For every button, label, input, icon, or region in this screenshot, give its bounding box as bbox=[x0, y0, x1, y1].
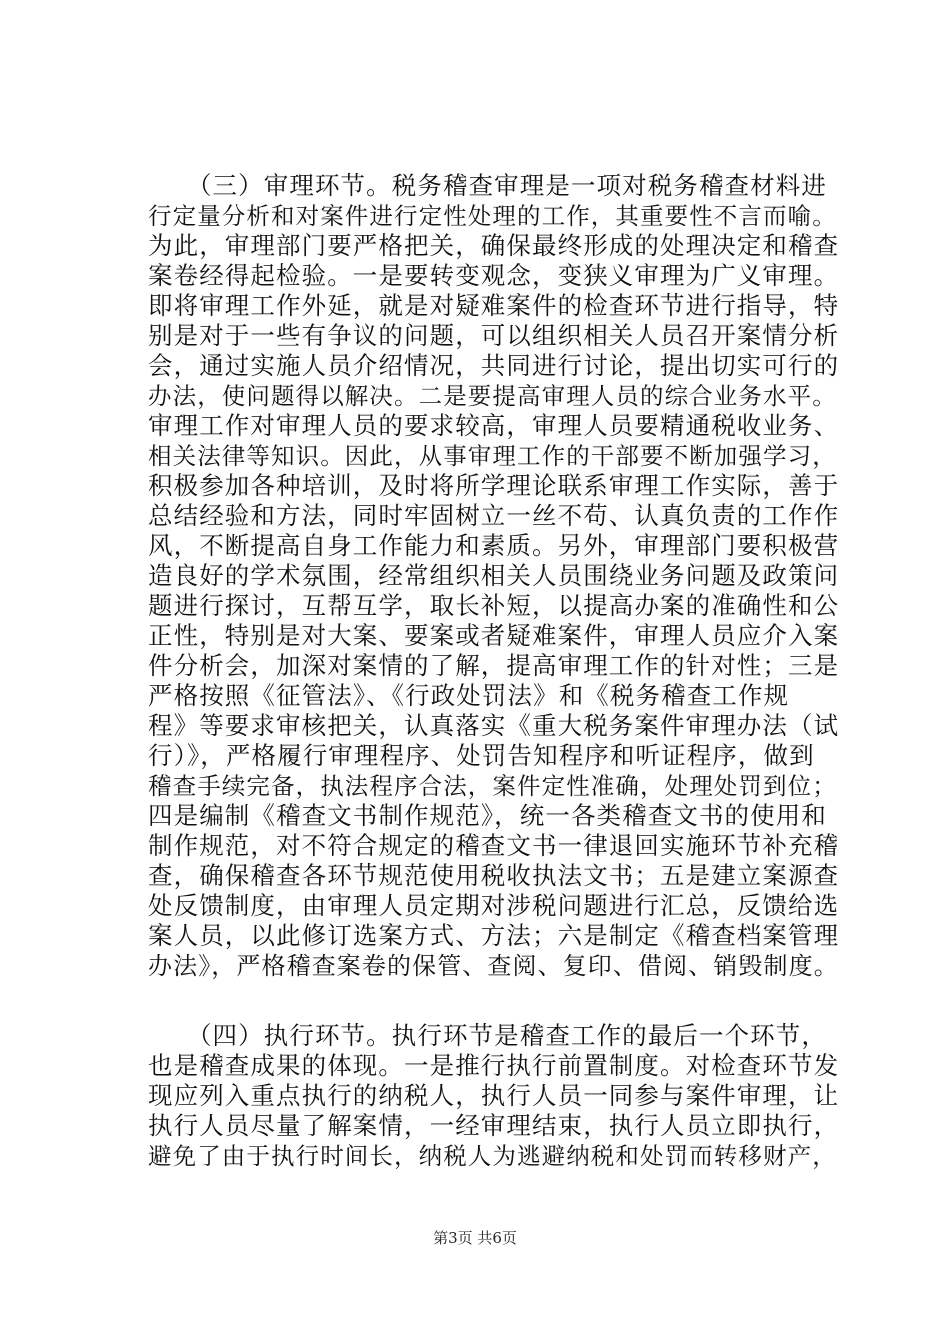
text-line: 严格按照《征管法》、《行政处罚法》和《税务稽查工作规 bbox=[148, 681, 790, 710]
page-number-footer: 第3页 共6页 bbox=[433, 1229, 517, 1247]
text-line: 案人员，以此修订选案方式、方法；六是制定《稽查档案管理 bbox=[148, 921, 840, 950]
text-line: 程》等要求审核把关，认真落实《重大税务案件审理办法（试 bbox=[148, 711, 840, 740]
text-line: 会，通过实施人员介绍情况，共同进行讨论，提出切实可行的 bbox=[148, 351, 840, 380]
text-line: 件分析会，加深对案情的了解，提高审理工作的针对性；三是 bbox=[148, 651, 840, 680]
text-line: 即将审理工作外延，就是对疑难案件的检查环节进行指导，特 bbox=[148, 291, 840, 320]
text-line: 办法》，严格稽查案卷的保管、查阅、复印、借阅、销毁制度。 bbox=[148, 952, 839, 980]
text-line: 总结经验和方法，同时牢固树立一丝不苟、认真负责的工作作 bbox=[148, 501, 840, 530]
text-line: 正性，特别是对大案、要案或者疑难案件，审理人员应介入案 bbox=[148, 621, 840, 650]
text-line: 别是对于一些有争议的问题，可以组织相关人员召开案情分析 bbox=[148, 321, 840, 350]
paragraph-execution-stage bbox=[148, 1021, 848, 1171]
text-line: 题进行探讨，互帮互学，取长补短，以提高办案的准确性和公 bbox=[148, 591, 840, 620]
text-line: 查，确保稽查各环节规范使用税收执法文书；五是建立案源查 bbox=[148, 861, 840, 890]
text-line: 也是稽查成果的体现。一是推行执行前置制度。对检查环节发 bbox=[148, 1051, 840, 1080]
text-line: 相关法律等知识。因此，从事审理工作的干部要不断加强学习， bbox=[148, 442, 837, 470]
text-line: 制作规范，对不符合规定的稽查文书一律退回实施环节补充稽 bbox=[148, 831, 840, 860]
text-line: 为此，审理部门要严格把关，确保最终形成的处理决定和稽查 bbox=[148, 231, 840, 260]
text-line: 避免了由于执行时间长，纳税人为逃避纳税和处罚而转移财产， bbox=[148, 1142, 837, 1170]
text-line: 行）》，严格履行审理程序、处罚告知程序和听证程序，做到 bbox=[148, 741, 815, 770]
text-line: 审理工作对审理人员的要求较高，审理人员要精通税收业务、 bbox=[148, 411, 840, 440]
text-line: 案卷经得起检验。一是要转变观念，变狭义审理为广义审理。 bbox=[148, 261, 840, 290]
text-line: 风，不断提高自身工作能力和素质。另外，审理部门要积极营 bbox=[148, 531, 840, 560]
text-line: 造良好的学术氛围，经常组织相关人员围绕业务问题及政策问 bbox=[148, 561, 840, 590]
text-line: 稽查手续完备，执法程序合法，案件定性准确，处理处罚到位； bbox=[148, 772, 837, 800]
paragraph-review-stage bbox=[148, 171, 848, 981]
text-line: 办法，使问题得以解决。二是要提高审理人员的综合业务水平。 bbox=[148, 382, 837, 410]
text-line: （四）执行环节。执行环节是稽查工作的最后一个环节， bbox=[148, 1021, 827, 1050]
text-line: 执行人员尽量了解案情，一经审理结束，执行人员立即执行， bbox=[148, 1111, 840, 1140]
text-line: 现应列入重点执行的纳税人，执行人员一同参与案件审理，让 bbox=[148, 1081, 840, 1110]
text-line: （三）审理环节。税务稽查审理是一项对税务稽查材料进 bbox=[148, 171, 827, 200]
text-line: 四是编制《稽查文书制作规范》，统一各类稽查文书的使用和 bbox=[148, 801, 827, 830]
text-line: 积极参加各种培训，及时将所学理论联系审理工作实际，善于 bbox=[148, 471, 840, 500]
text-line: 行定量分析和对案件进行定性处理的工作，其重要性不言而喻。 bbox=[148, 202, 837, 230]
text-line: 处反馈制度，由审理人员定期对涉税问题进行汇总，反馈给选 bbox=[148, 891, 840, 920]
